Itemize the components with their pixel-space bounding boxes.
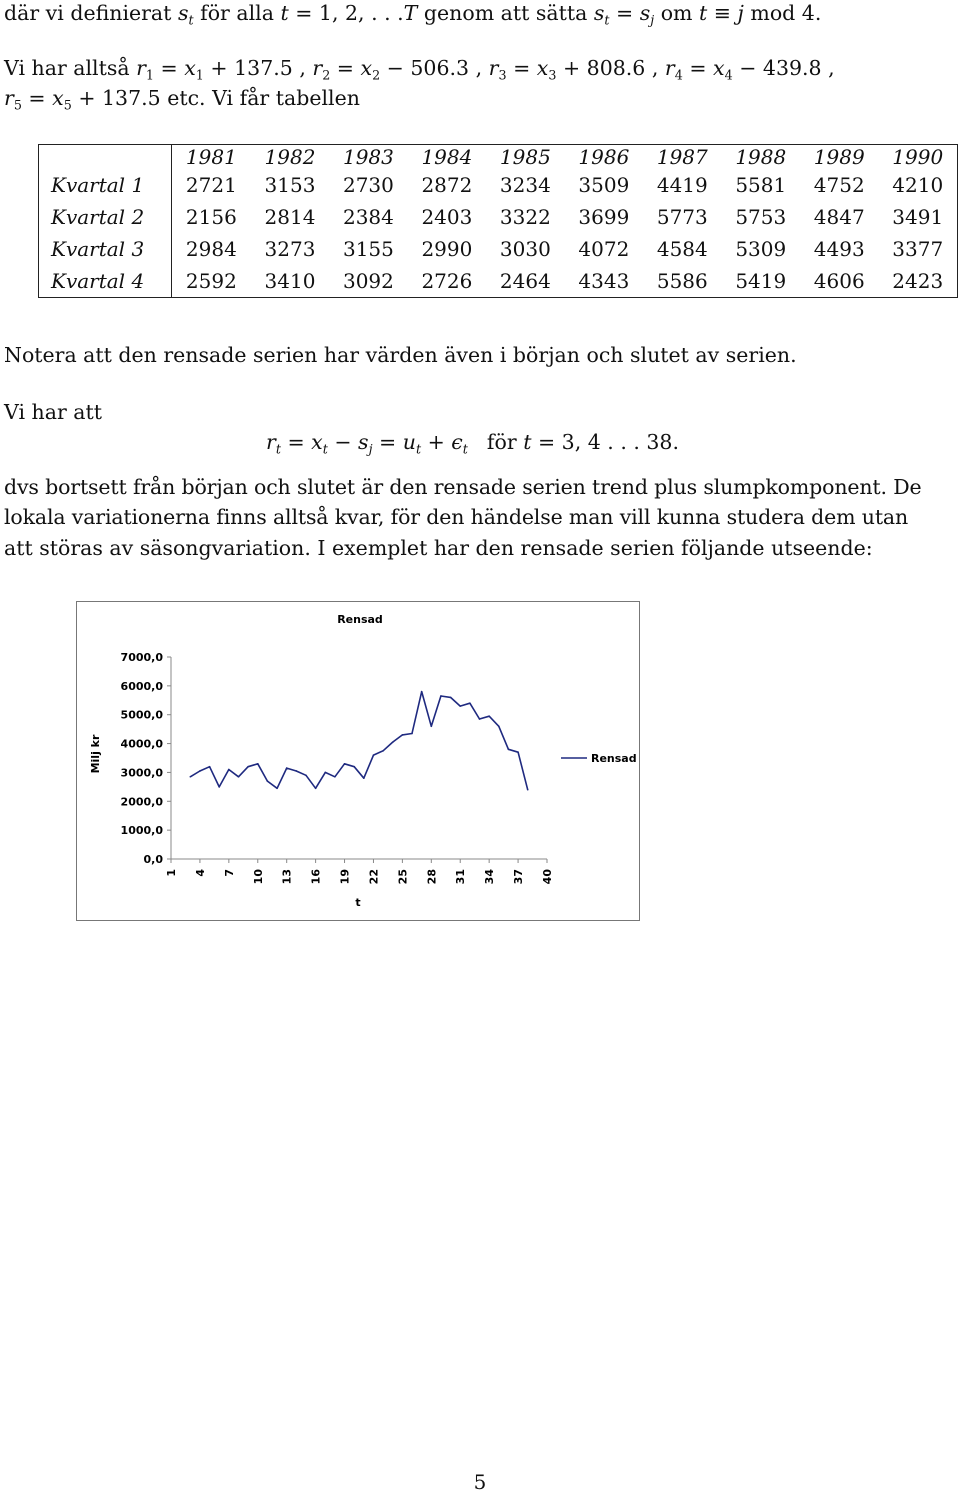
text-fragment: = 1, 2, . . .	[295, 1, 404, 25]
year-header: 1990	[892, 145, 944, 169]
text-fragment: mod 4.	[750, 1, 822, 25]
table-cell: 3030	[499, 237, 551, 261]
paragraph-line: att störas av säsongvariation. I exemplet har den rensade serien följande utseende:	[4, 536, 873, 560]
data-point	[479, 718, 481, 720]
data-point	[257, 763, 259, 765]
table-cell: 2384	[342, 205, 394, 229]
text-fragment: om	[660, 1, 693, 25]
year-header: 1986	[578, 145, 630, 169]
table-cell: 3491	[892, 205, 944, 229]
series-line-rensad	[190, 692, 527, 790]
data-point	[469, 702, 471, 704]
data-point	[363, 777, 365, 779]
year-header: 1983	[342, 145, 394, 169]
table-cell: 4752	[813, 173, 865, 197]
year-header: 1989	[813, 145, 865, 169]
text-fragment: + 137.5 etc. Vi får tabellen	[78, 86, 360, 110]
text-fragment: för	[486, 430, 517, 454]
paragraph-line: lokala variationerna finns alltså kvar, för den händelse man vill kunna studera dem utan	[4, 505, 909, 529]
x-tick-label: 34	[483, 869, 497, 885]
data-point	[392, 741, 394, 743]
x-tick-label: 13	[280, 869, 294, 885]
table-cell: 2156	[172, 201, 251, 233]
data-point	[402, 734, 404, 736]
table-cell: 4072	[578, 237, 630, 261]
table-cell: 2721	[172, 169, 251, 201]
data-point	[276, 788, 278, 790]
data-point	[334, 776, 336, 778]
data-point	[209, 766, 211, 768]
table-cell: 3322	[499, 205, 551, 229]
data-point	[382, 750, 384, 752]
x-tick-label: 7	[222, 869, 236, 877]
year-header: 1988	[735, 145, 787, 169]
data-point	[189, 776, 191, 778]
data-point	[353, 766, 355, 768]
text-line-3: $r_5 = x_5 + 137.5$ etc. Vi får tabellen	[4, 86, 360, 113]
data-point	[411, 733, 413, 735]
table-cell: 3273	[264, 237, 316, 261]
table-cell: 2730	[342, 173, 394, 197]
data-point	[238, 776, 240, 778]
table-cell: 4606	[813, 269, 865, 293]
table-row	[39, 201, 957, 233]
data-point	[315, 788, 317, 790]
table-cell: 3699	[578, 205, 630, 229]
table-cell: 5419	[735, 269, 787, 293]
chart-canvas	[77, 602, 641, 922]
note-text: Notera att den rensade serien har värden även i början och slutet av serien.	[4, 343, 797, 367]
table-cell: 3155	[342, 237, 394, 261]
table-cell: 5309	[735, 237, 787, 261]
data-point	[344, 763, 346, 765]
y-tick-label: 6000,0	[120, 679, 163, 693]
data-point	[440, 695, 442, 697]
y-tick-label: 0,0	[143, 853, 163, 866]
formula: $r_t = x_t - s_j = u_t + \epsilon_t$ för t = 3, 4 . . . 38.	[266, 430, 679, 457]
table-cell: 3092	[342, 269, 394, 293]
table-cell: 4210	[892, 173, 944, 197]
data-point	[324, 772, 326, 774]
year-header: 1982	[264, 145, 316, 169]
text-fragment: genom att sätta	[423, 1, 588, 25]
y-tick-label: 1000,0	[120, 824, 163, 838]
data-point	[228, 769, 230, 771]
table-cell: 5586	[656, 269, 708, 293]
x-tick-label: 28	[425, 869, 439, 885]
paragraph-line: dvs bortsett från början och slutet är den rensade serien trend plus slumpkomponent. De	[4, 475, 922, 499]
chart-title: Rensad	[337, 613, 383, 626]
text-fragment: Vi har alltså	[4, 56, 130, 80]
text-fragment: där vi definierat	[4, 1, 172, 25]
text-fragment: 439.8 ,	[762, 56, 835, 80]
table-cell: 2423	[892, 269, 944, 293]
table-cell: 3509	[578, 173, 630, 197]
y-tick-label: 7000,0	[120, 651, 163, 664]
data-point	[421, 691, 423, 693]
table-row	[39, 169, 957, 201]
y-tick-label: 2000,0	[120, 795, 163, 809]
table-cell: 4419	[656, 173, 708, 197]
table-cell: 2592	[172, 265, 251, 297]
x-tick-label: 16	[309, 869, 323, 885]
table-cell: 2990	[421, 237, 473, 261]
table-cell: 5753	[735, 205, 787, 229]
data-point	[199, 770, 201, 772]
year-header: 1987	[656, 145, 708, 169]
data-point	[267, 780, 269, 782]
x-tick-label: 40	[541, 869, 554, 885]
data-point	[517, 751, 519, 753]
row-label: Kvartal 2	[51, 205, 145, 229]
row-label: Kvartal 4	[51, 269, 145, 293]
data-point	[527, 789, 529, 791]
table-cell: 5581	[735, 173, 787, 197]
data-point	[247, 766, 249, 768]
x-tick-label: 10	[251, 869, 265, 885]
text-line-1: där vi definierat $s_t$ för alla t = 1, 2, . . .T genom att sätta $s_t = s_j$ om t ≡ j mod 4.	[4, 1, 822, 28]
data-point	[450, 697, 452, 699]
row-label: Kvartal 1	[51, 173, 145, 197]
legend-label: Rensad	[591, 752, 637, 765]
x-tick-label: 19	[338, 869, 352, 885]
table-cell: 4343	[578, 269, 630, 293]
quarter-table	[38, 144, 958, 298]
table-header-row	[39, 145, 957, 169]
text-fragment: + 137.5 ,	[210, 56, 306, 80]
y-tick-label: 4000,0	[120, 737, 163, 751]
table-cell: 4584	[656, 237, 708, 261]
table-row	[39, 233, 957, 265]
table-cell: 3153	[264, 173, 316, 197]
x-tick-label: 22	[367, 869, 381, 885]
data-point	[218, 786, 220, 788]
table-cell: 4493	[813, 237, 865, 261]
data-point	[508, 749, 510, 751]
text-fragment: + 808.6 ,	[562, 56, 659, 80]
text-fragment: 506.3 ,	[410, 56, 483, 80]
table-row	[39, 265, 957, 297]
text-line-2: Vi har alltså $r_1 = x_1 + 137.5$ , $r_2 = x_2 - 506.3$ , $r_3 = x_3 + 808.6$ , $r_4 = x_4 - 439.8$ ,	[4, 56, 835, 83]
x-tick-label: 1	[165, 869, 178, 877]
table-cell: 2726	[421, 269, 473, 293]
table-cell: 2464	[499, 269, 551, 293]
x-axis-label: t	[355, 896, 361, 909]
data-point	[286, 767, 288, 769]
text-fragment: för alla	[200, 1, 274, 25]
y-tick-label: 3000,0	[120, 766, 163, 780]
vi-har-att: Vi har att	[4, 400, 102, 424]
data-point	[431, 725, 433, 727]
data-point	[373, 754, 375, 756]
year-header: 1981	[172, 145, 251, 169]
data-point	[459, 705, 461, 707]
table-cell: 4847	[813, 205, 865, 229]
year-header: 1985	[499, 145, 551, 169]
y-tick-label: 5000,0	[120, 708, 163, 722]
x-tick-label: 31	[454, 869, 468, 885]
x-tick-label: 25	[396, 869, 410, 885]
rensad-chart	[76, 601, 640, 921]
page-number: 5	[473, 1470, 487, 1494]
x-tick-label: 4	[193, 869, 207, 877]
table-cell: 2403	[421, 205, 473, 229]
x-tick-label: 37	[512, 869, 526, 885]
table-cell: 5773	[656, 205, 708, 229]
table-corner	[39, 145, 172, 169]
table-cell: 2984	[172, 233, 251, 265]
table-cell: 3377	[892, 237, 944, 261]
table-cell: 2814	[264, 205, 316, 229]
text-fragment: = 3, 4 . . . 38.	[537, 430, 679, 454]
data-point	[488, 715, 490, 717]
table-cell: 3410	[264, 269, 316, 293]
y-axis-label: Milj kr	[89, 734, 102, 774]
data-point	[498, 725, 500, 727]
data-point	[296, 770, 298, 772]
table-cell: 2872	[421, 173, 473, 197]
table-cell: 3234	[499, 173, 551, 197]
data-point	[305, 775, 307, 777]
year-header: 1984	[421, 145, 473, 169]
row-label: Kvartal 3	[51, 237, 145, 261]
